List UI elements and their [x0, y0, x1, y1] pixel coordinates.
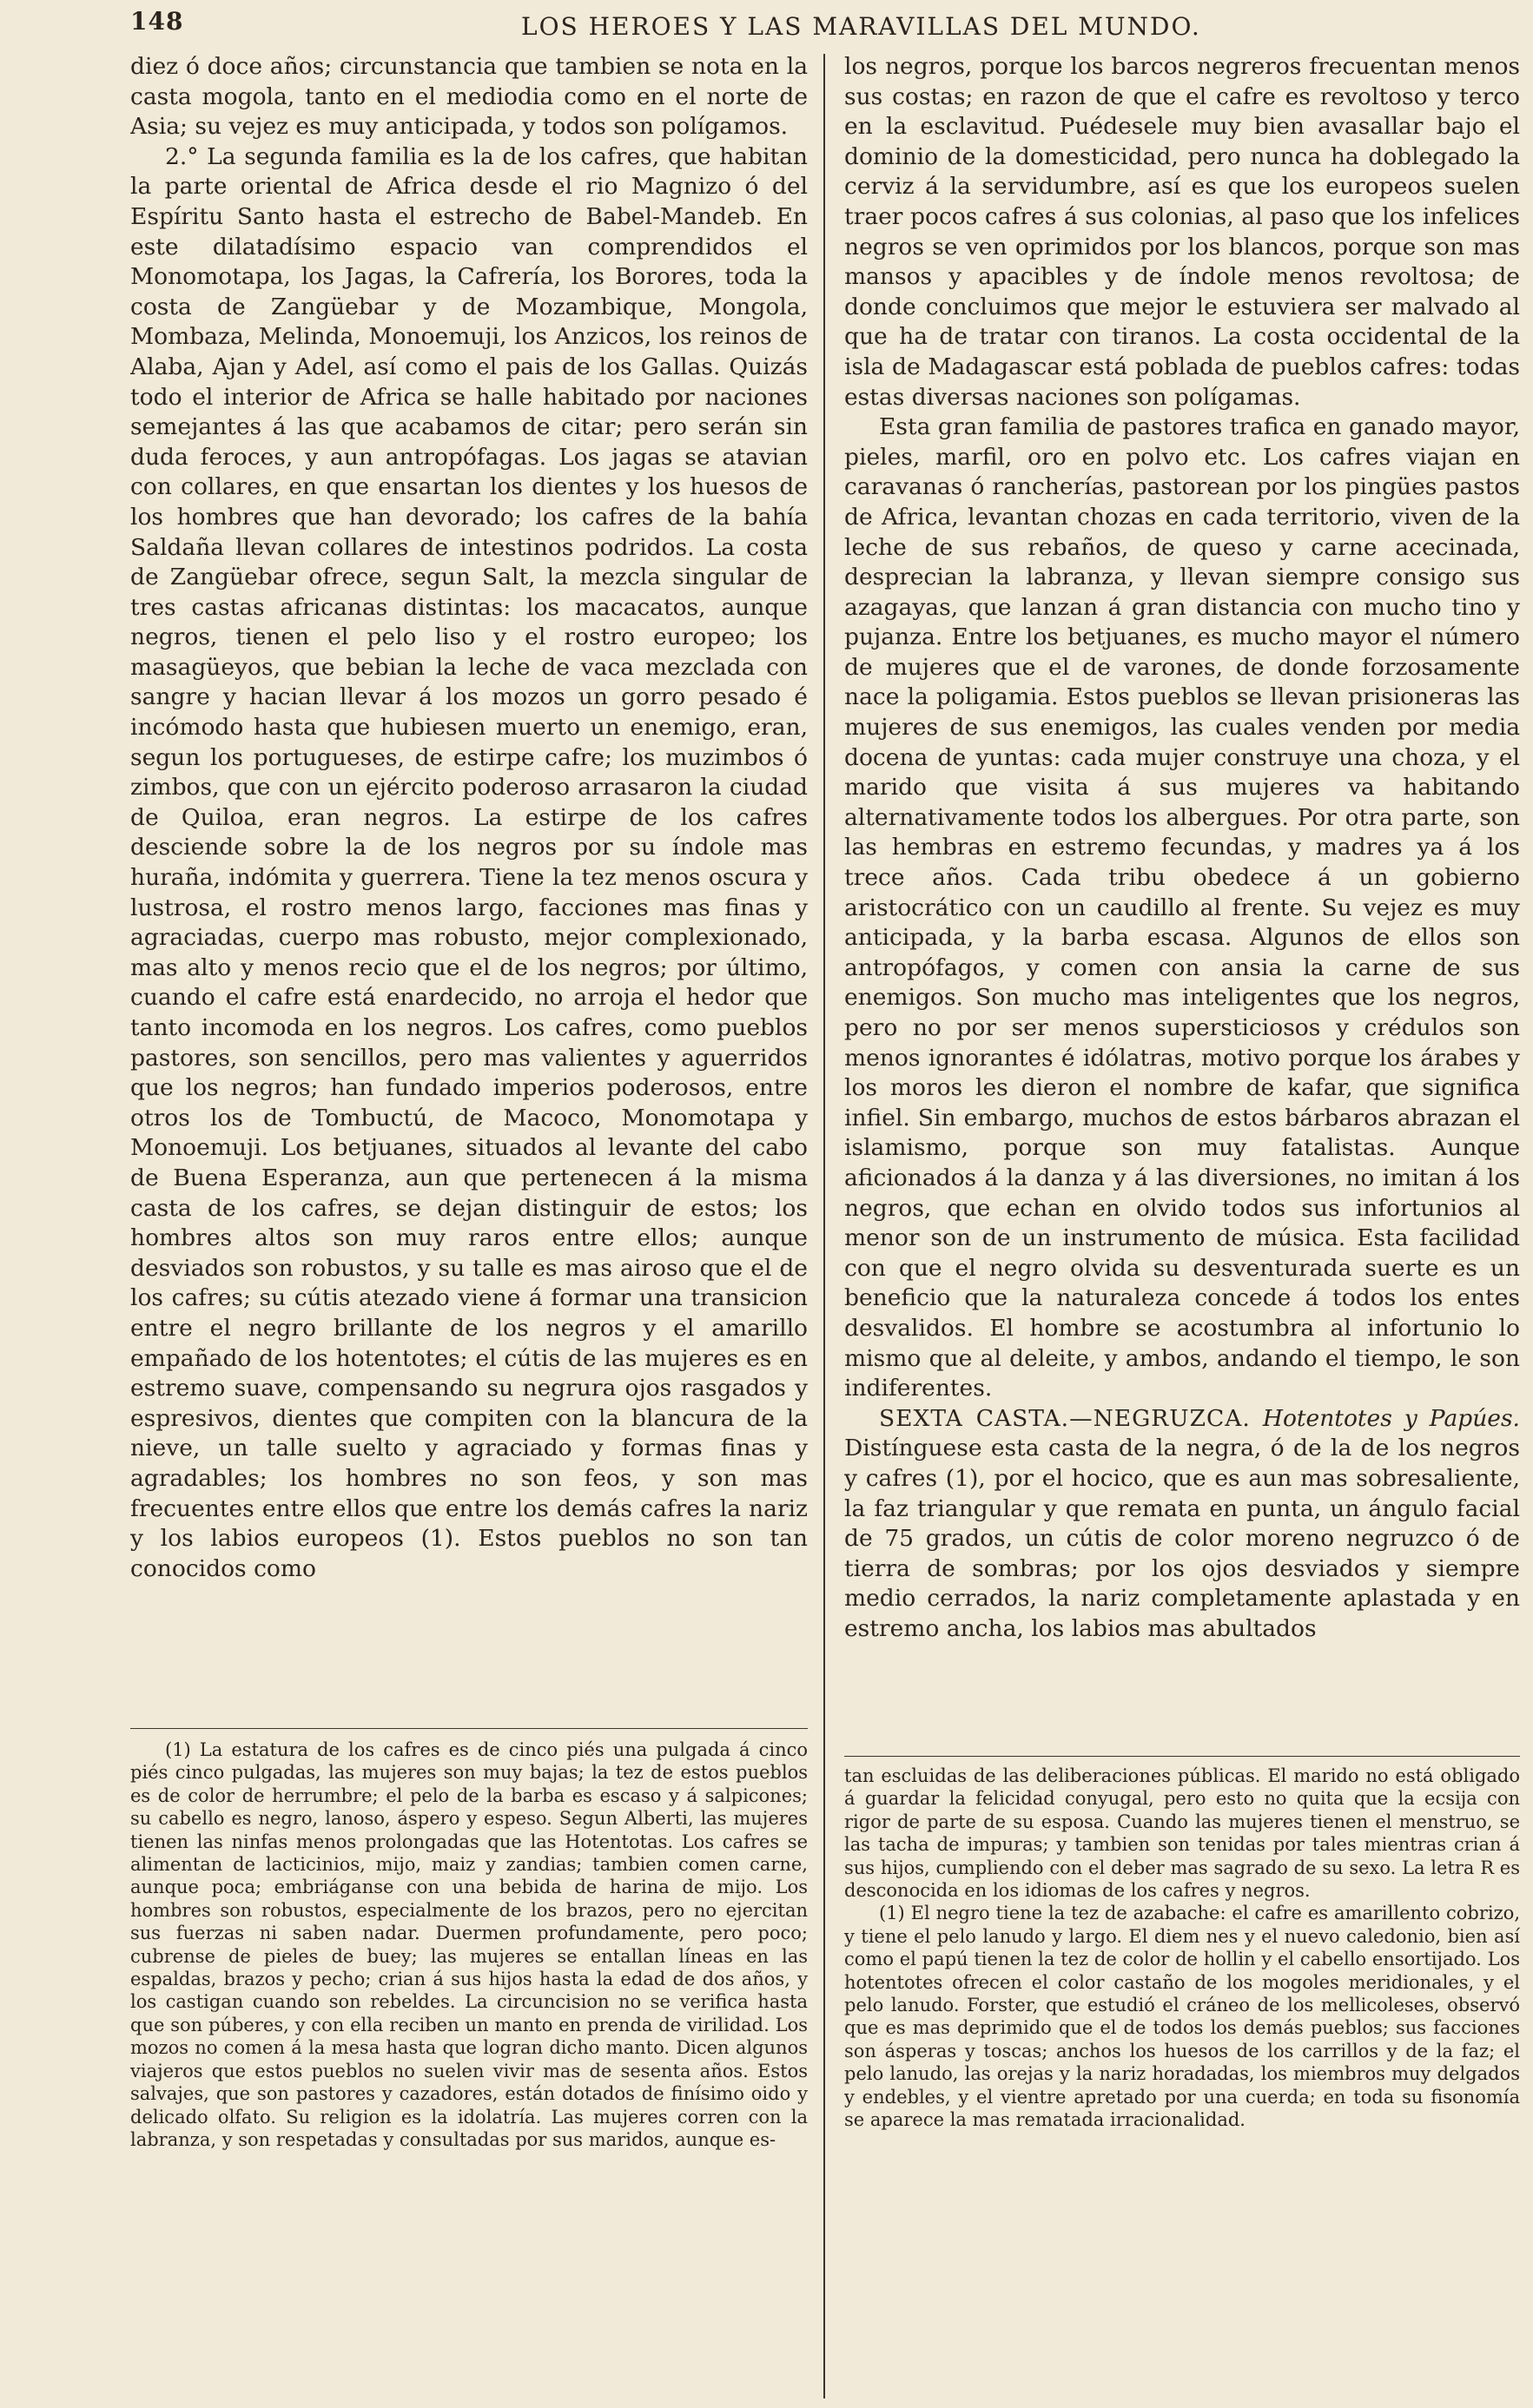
right-paragraph-1: los negros, porque los barcos negreros frecuentan menos sus costas; en razon de que el cafre es revoltoso y terco en la esclavitud. Puédesele muy bien avasallar bajo el dominio de la domesticidad, pero nunca ha doblegado la cerviz á la servidumbre, así es que los europeos suelen traer pocos cafres á sus colonias, al paso que los infelices negros se ven oprimidos por los blancos, porque son mas mansos y apacibles y de índole menos revoltosa; de donde concluimos que mejor le estuviera ser malvado al que ha de tratar con tiranos. La costa occidental de la isla de Madagascar está poblada de pueblos cafres: todas estas diversas naciones son polígamas.: [844, 53, 1520, 411]
sexta-casta-text: Distínguese esta casta de la negra, ó de la de los negros y cafres (1), por el hocico, que es aun mas sobresaliente, la faz triangular y que remata en punta, un ángulo facial de 75 grados, un cútis de color moreno negruzco ó de tierra de sombras; por los ojos desviados y siempre medio cerrados, la nariz completamente aplastada y en estremo ancha, los labios mas abultados: [844, 1435, 1520, 1642]
left-footnote-text: (1) La estatura de los cafres es de cinco piés una pulgada á cinco piés cinco pulgadas, las mujeres son muy bajas; la tez de estos pueblos es de color de herrumbre; el pelo de la barba es escaso y á salpicones; su cabello es negro, lanoso, áspero y espeso. Segun Alberti, las mujeres tienen las ninfas menos prolongadas que las Hotentotas. Los cafres se alimentan de lacticinios, mijo, maiz y zandias; tambien comen carne, aunque poca; embriáganse con una bebida de harina de mijo. Los hombres son robustos, especialmente de los brazos, pero no ejercitan sus fuerzas ni saben nadar. Duermen profundamente, pero poco; cubrense de pieles de buey; las mujeres se entallan líneas en las espaldas, brazos y pecho; crian á sus hijos hasta la edad de dos años, y los castigan cuando son rebeldes. La circuncision no se verifica hasta que son púberes, y con ella reciben un manto en prenda de virilidad. Los mozos no comen á la mesa hasta que logran dicho manto. Dicen algunos viajeros que estos pueblos no suelen vivir mas de sesenta años. Estos salvajes, que son pastores y cazadores, están dotados de finísimo oido y delicado olfato. Su religion es la idolatría. Las mujeres corren con la labranza, y son respetadas y consultadas por sus maridos, aunque es-: [130, 1739, 808, 2150]
left-paragraph-1: diez ó doce años; circunstancia que tambien se nota en la casta mogola, tanto en el mediodia como en el norte de Asia; su vejez es muy anticipada, y todos son polígamos.: [130, 53, 808, 141]
sexta-casta-label: NEGRUZCA.: [1093, 1404, 1251, 1432]
left-footnote: [130, 1738, 808, 2403]
right-column-body: [844, 52, 1520, 1745]
sexta-casta-paragraph: [844, 1404, 1520, 1645]
left-paragraph-2: 2.° La segunda familia es la de los cafres, que habitan la parte oriental de Africa desde el rio Magnizo ó del Espíritu Santo hasta el estrecho de Babel-Mandeb. En este dilatadísimo espacio van comprendidos el Monomotapa, los Jagas, la Cafrería, los Borores, toda la costa de Zangüebar y de Mozambique, Mongola, Mombaza, Melinda, Monoemuji, los Anzicos, los reinos de Alaba, Ajan y Adel, así como el pais de los Gallas. Quizás todo el interior de Africa se halle habitado por naciones semejantes á las que acabamos de citar; pero serán sin duda feroces, y aun antropófagas. Los jagas se atavian con collares, en que ensartan los dientes y los huesos de los hombres que han devorado; los cafres de la bahía Saldaña llevan collares de intestinos podridos. La costa de Zangüebar ofrece, segun Salt, la mezcla singular de tres castas africanas distintas: los macacatos, aunque negros, tienen el pelo liso y el rostro europeo; los masagüeyos, que bebian la leche de vaca mezclada con sangre y hacian llevar á los mozos un gorro pesado é incómodo hasta que hubiesen muerto un enemigo, eran, segun los portugueses, de estirpe cafre; los muzimbos ó zimbos, que con un ejército poderoso arrasaron la ciudad de Quiloa, eran negros. La estirpe de los cafres desciende sobre la de los negros por su índole mas huraña, indómita y guerrera. Tiene la tez menos oscura y lustrosa, el rostro menos largo, facciones mas finas y agraciadas, cuerpo mas robusto, mejor complexionado, mas alto y menos recio que el de los negros; por último, cuando el cafre está enardecido, no arroja el hedor que tanto incomoda en los negros. Los cafres, como pueblos pastores, son sencillos, pero mas valientes y aguerridos que los negros; han fundado imperios poderosos, entre otros los de Tombuctú, de Macoco, Monomotapa y Monoemuji. Los betjuanes, situados al levante del cabo de Buena Esperanza, aun que pertenecen á la misma casta de los cafres, se dejan distinguir de estos; los hombres altos son muy raros entre ellos; aunque desviados son robustos, y su talle es mas airoso que el de los cafres; su cútis atezado viene á formar una transicion entre el negro brillante de los negros y el amarillo empañado de los hotentotes; el cútis de las mujeres es en estremo suave, compensando su negrura ojos rasgados y espresivos, dientes que compiten con la blancura de la nieve, un talle suelto y agraciado y formas finas y agradables; los hombres no son feos, y son mas frecuentes entre ellos que entre los demás cafres la nariz y los labios europeos (1). Estos pueblos no son tan conocidos como: [130, 142, 808, 1582]
page-number: 148: [130, 7, 184, 36]
right-footnotes: [844, 1765, 1520, 2403]
running-title: LOS HEROES Y LAS MARAVILLAS DEL MUNDO.: [521, 12, 1201, 41]
right-footnote-rule: [844, 1756, 1520, 1757]
right-paragraph-2: Esta gran familia de pastores trafica en ganado mayor, pieles, marfil, oro en polvo etc. Los cafres viajan en caravanas ó rancherías, pastorean por los pingües pastos de Africa, levantan chozas en cada territorio, viven de la leche de sus rebaños, de queso y carne acecinada, desprecian la labranza, y llevan siempre consigo sus azagayas, que lanzan á gran distancia con mucho tino y pujanza. Entre los betjuanes, es mucho mayor el número de mujeres que el de varones, de donde forzosamente nace la poligamia. Estos pueblos se llevan prisioneras las mujeres de sus enemigos, las cuales venden por media docena de yuntas: cada mujer construye una choza, y el marido que visita á sus mujeres va habitando alternativamente todos los albergues. Por otra parte, son las hembras en estremo fecundas, y madres ya á los trece años. Cada tribu obedece á un gobierno aristocrático con un caudillo al frente. Su vejez es muy anticipada, y la barba escasa. Algunos de ellos son antropófagos, y comen con ansia la carne de sus enemigos. Son mucho mas inteligentes que los negros, pero no por ser menos supersticiosos y crédulos son menos ignorantes é idólatras, motivo porque los árabes y los moros les dieron el nombre de kafar, que significa infiel. Sin embargo, muchos de estos bárbaros abrazan el islamismo, porque son muy fatalistas. Aunque aficionados á la danza y á las diversiones, no imitan á los negros, que echan en olvido todos sus infortunios al menor son de un instrumento de música. Esta facilidad con que el negro olvida su desventurada suerte es un beneficio que la naturaleza concede á todos los entes desvalidos. El hombre se acostumbra al infortunio lo mismo que al deleite, y ambos, andando el tiempo, le son indiferentes.: [844, 413, 1520, 1402]
footnote-continuation: tan escluidas de las deliberaciones públicas. El marido no está obligado á guardar la felicidad conyugal, pero esto no quita que la ecsija con rigor de parte de su esposa. Cuando las mujeres tienen el menstruo, se las tacha de impuras; y tambien son tenidas por tales mientras crian á sus hijos, cumpliendo con el deber mas sagrado de su sexo. La letra R es desconocida en los idiomas de los cafres y negros.: [844, 1765, 1520, 1902]
column-divider: [823, 54, 825, 2398]
sexta-casta-heading: SEXTA CASTA.—: [879, 1404, 1094, 1432]
left-footnote-rule: [130, 1728, 808, 1729]
sexta-casta-subtitle: Hotentotes y Papúes.: [1262, 1404, 1520, 1432]
left-column-body: [130, 52, 808, 1789]
page-header: [0, 0, 1533, 43]
right-footnote-2: (1) El negro tiene la tez de azabache: el cafre es amarillento cobrizo, y tiene el pelo lanudo y largo. El diem nes y el nuevo caledonio, bien así como el papú tienen la tez de color de hollin y el cabello ensortijado. Los hotentotes ofrecen el color castaño de los mogoles meridionales, y el pelo lanudo. Forster, que estudió el cráneo de los mellicoleses, observó que es mas deprimido que el de todos los demás pueblos; sus facciones son ásperas y toscas; anchos los huesos de los carrillos y de la faz; el pelo lanudo, las orejas y la nariz horadadas, los miembros muy delgados y endebles, y el vientre apretado por una cuerda; en toda su fisonomía se aparece la mas rematada irracionalidad.: [844, 1903, 1520, 2131]
